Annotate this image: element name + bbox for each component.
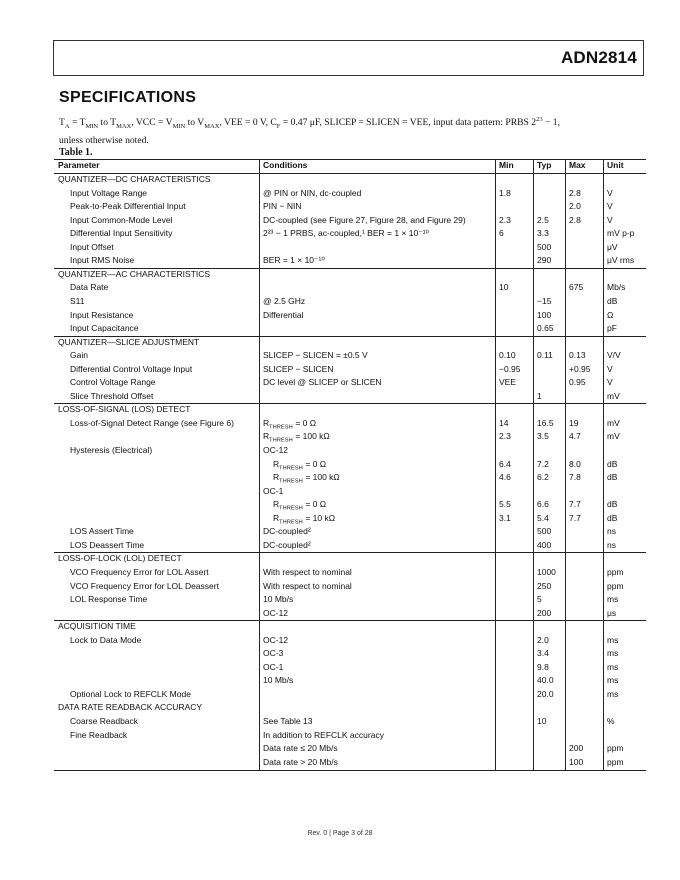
conditions-note: $T_A = T_{MIN}$ to $T_{MAX}$, VCC = $V_{MIN}$ to $V_{MAX}$, VEE = 0 V, $C_F = 0.47$ μF, SLICEP = SLICEN = VEE, input data pattern: PRBS $2^{23} - 1$, unless otherwise noted. <box>59 116 560 147</box>
value-typ: 500 <box>537 241 552 252</box>
value-max: 2.8 <box>569 187 581 198</box>
condition-text: With respect to nominal <box>263 566 352 577</box>
param-label: Coarse Readback <box>70 716 139 726</box>
param-label: Peak-to-Peak Differential Input <box>70 201 186 212</box>
value-max: +0.95 <box>569 363 591 374</box>
column-header-param: Parameter <box>58 160 100 170</box>
condition-text: DC-coupled (see Figure 27, Figure 28, and Figure 29) <box>263 214 466 225</box>
section-rule <box>54 620 646 621</box>
condition-text: SLICEP − SLICEN = ±0.5 V <box>263 350 368 361</box>
value-min: 10 <box>499 282 509 293</box>
value-unit: dB <box>607 512 618 523</box>
value-unit: ppm <box>607 743 624 754</box>
value-typ: 1 <box>537 390 542 401</box>
column-header-min: Min <box>499 160 514 170</box>
value-min: 0.10 <box>499 350 516 361</box>
value-typ: 0.11 <box>537 350 553 361</box>
value-min: 6 <box>499 228 504 239</box>
param-label: LOL Response Time <box>70 594 148 605</box>
param-label: LOS Deassert Time <box>70 539 145 550</box>
column-divider <box>259 159 260 770</box>
column-divider <box>565 159 566 770</box>
value-unit: ms <box>607 688 619 699</box>
value-max: 0.13 <box>569 350 586 361</box>
value-max: 7.8 <box>569 472 581 483</box>
section-heading: QUANTIZER—DC CHARACTERISTICS <box>58 174 211 184</box>
value-max: 7.7 <box>569 499 581 510</box>
page-footer: Rev. 0 | Page 3 of 28 <box>307 830 373 837</box>
value-unit: mV <box>607 431 620 442</box>
condition-text: OC-1 <box>263 485 284 496</box>
column-header-typ: Typ <box>537 160 552 170</box>
value-unit: ms <box>607 634 619 645</box>
value-unit: V <box>607 377 613 388</box>
condition-text: See Table 13 <box>263 716 313 726</box>
param-label: Input Offset <box>70 241 114 252</box>
value-max: 675 <box>569 282 584 293</box>
table-top-rule <box>54 159 646 160</box>
param-label: VCO Frequency Error for LOL Assert <box>70 566 209 577</box>
value-unit: μs <box>607 607 617 618</box>
param-label: Optional Lock to REFCLK Mode <box>70 688 191 699</box>
condition-text: OC-12 <box>263 445 289 455</box>
value-unit: mV <box>607 417 620 428</box>
condition-text: $R_{THRESH} = 0$ Ω <box>273 499 327 512</box>
param-label: Input Voltage Range <box>70 187 148 198</box>
value-typ: 20.0 <box>537 688 554 699</box>
value-unit: V/V <box>607 350 621 361</box>
condition-text: DC level @ SLICEP or SLICEN <box>263 377 382 388</box>
value-typ: 40.0 <box>537 675 554 686</box>
value-min: −0.95 <box>499 363 521 374</box>
value-unit: ns <box>607 526 616 537</box>
value-unit: ppm <box>607 756 624 767</box>
column-divider <box>495 159 496 770</box>
value-unit: ms <box>607 594 619 605</box>
value-min: 1.8 <box>499 187 511 198</box>
value-unit: ns <box>607 539 616 550</box>
section-title: SPECIFICATIONS <box>59 89 197 106</box>
value-unit: Mb/s <box>607 282 626 293</box>
param-label: Loss-of-Signal Detect Range (see Figure 6) <box>70 417 234 428</box>
value-unit: ppm <box>607 566 624 577</box>
value-typ: 3.4 <box>537 648 549 659</box>
condition-text: With respect to nominal <box>263 580 352 591</box>
condition-text: 10 Mb/s <box>263 594 294 605</box>
value-unit: μV rms <box>607 255 635 266</box>
value-max: 0.95 <box>569 377 586 388</box>
value-unit: dB <box>607 472 618 483</box>
part-number: ADN2814 <box>560 48 637 67</box>
condition-text: 2²³ − 1 PRBS, ac-coupled,¹ BER = 1 × 10⁻¹⁰ <box>263 228 429 239</box>
condition-text: @ 2.5 GHz <box>263 295 306 306</box>
value-typ: 290 <box>537 255 552 266</box>
value-typ: 5 <box>537 594 542 605</box>
column-divider <box>603 159 604 770</box>
value-min: 4.6 <box>499 472 511 483</box>
value-max: 100 <box>569 756 584 767</box>
value-typ: 7.2 <box>537 458 549 469</box>
value-unit: V <box>607 201 613 212</box>
condition-text: OC-12 <box>263 607 289 618</box>
value-unit: ppm <box>607 580 624 591</box>
value-typ: 400 <box>537 539 552 550</box>
param-label: Slice Threshold Offset <box>70 390 154 401</box>
value-typ: 6.6 <box>537 499 549 510</box>
header-box <box>53 40 644 76</box>
value-typ: 500 <box>537 526 552 537</box>
param-label: Hysteresis (Electrical) <box>70 445 153 455</box>
param-label: Input Resistance <box>70 309 134 320</box>
value-min: 5.5 <box>499 499 511 510</box>
value-typ: 1000 <box>537 566 556 577</box>
value-unit: Ω <box>607 309 614 320</box>
section-heading: ACQUISITION TIME <box>58 621 136 632</box>
column-header-unit: Unit <box>607 160 624 170</box>
condition-text: Differential <box>263 309 304 320</box>
section-heading: DATA RATE READBACK ACCURACY <box>58 702 203 713</box>
value-typ: 0.65 <box>537 323 554 334</box>
value-min: 3.1 <box>499 512 511 523</box>
param-label: Lock to Data Mode <box>70 634 142 645</box>
condition-text: BER = 1 × 10⁻¹⁰ <box>263 255 325 266</box>
section-heading: QUANTIZER—AC CHARACTERISTICS <box>58 268 211 279</box>
value-max: 200 <box>569 743 584 754</box>
value-unit: V <box>607 187 613 198</box>
value-unit: V <box>607 363 613 374</box>
value-typ: 2.5 <box>537 214 549 225</box>
value-max: 8.0 <box>569 458 581 469</box>
column-divider <box>533 159 534 770</box>
condition-text: OC-3 <box>263 648 284 659</box>
value-typ: 100 <box>537 309 552 320</box>
condition-text: $R_{THRESH} = 0$ Ω <box>263 417 317 431</box>
condition-text: In addition to REFCLK accuracy <box>263 729 384 740</box>
param-label: Differential Input Sensitivity <box>70 228 173 239</box>
condition-text: PIN − NIN <box>263 201 302 212</box>
value-typ: 200 <box>537 607 552 618</box>
param-label: Data Rate <box>70 282 109 293</box>
param-label: Input RMS Noise <box>70 255 135 266</box>
value-min: 2.3 <box>499 214 511 225</box>
condition-text: $R_{THRESH} = 0$ Ω <box>273 458 327 472</box>
value-max: 7.7 <box>569 512 581 523</box>
value-max: 19 <box>569 417 579 428</box>
param-label: Gain <box>70 350 88 361</box>
value-unit: mV <box>607 390 620 401</box>
value-typ: 6.2 <box>537 472 549 483</box>
table-bottom-rule <box>54 770 646 771</box>
value-typ: 3.3 <box>537 228 549 239</box>
value-max: 2.8 <box>569 214 581 225</box>
section-heading: QUANTIZER—SLICE ADJUSTMENT <box>58 336 200 347</box>
value-unit: ms <box>607 661 619 672</box>
condition-text: $R_{THRESH} = 10$ kΩ <box>273 512 336 526</box>
value-min: 6.4 <box>499 458 511 469</box>
param-label: LOS Assert Time <box>70 526 134 537</box>
param-label: Input Capacitance <box>70 323 139 334</box>
condition-text: SLICEP − SLICEN <box>263 363 334 374</box>
condition-text: OC-12 <box>263 634 289 645</box>
param-label: Differential Control Voltage Input <box>70 363 193 374</box>
value-min: 14 <box>499 417 509 428</box>
value-unit: dB <box>607 295 618 306</box>
column-header-cond: Conditions <box>263 160 308 170</box>
section-heading: LOSS-OF-SIGNAL (LOS) DETECT <box>58 404 191 415</box>
param-label: Control Voltage Range <box>70 377 156 388</box>
value-typ: 250 <box>537 580 552 591</box>
value-unit: pF <box>607 323 617 334</box>
condition-text: @ PIN or NIN, dc-coupled <box>263 187 362 198</box>
value-typ: 3.5 <box>537 431 549 442</box>
param-label: VCO Frequency Error for LOL Deassert <box>70 580 219 591</box>
condition-text: DC-coupled² <box>263 526 311 537</box>
value-max: 2.0 <box>569 201 581 212</box>
section-heading: LOSS-OF-LOCK (LOL) DETECT <box>58 553 182 564</box>
condition-text: DC-coupled² <box>263 539 311 550</box>
value-unit: dB <box>607 499 618 510</box>
value-unit: dB <box>607 458 618 469</box>
condition-text: Data rate ≤ 20 Mb/s <box>263 743 338 754</box>
value-typ: 9.8 <box>537 661 549 672</box>
value-typ: −15 <box>537 295 552 306</box>
table-caption: Table 1. <box>59 147 93 158</box>
value-unit: ms <box>607 675 619 686</box>
param-label: Fine Readback <box>70 729 128 740</box>
param-label: Input Common-Mode Level <box>70 214 173 225</box>
value-min: VEE <box>499 377 517 388</box>
column-header-max: Max <box>569 160 586 170</box>
value-min: 2.3 <box>499 431 511 442</box>
value-unit: μV <box>607 241 618 252</box>
value-unit: ms <box>607 648 619 659</box>
condition-text: $R_{THRESH} = 100$ kΩ <box>273 472 340 485</box>
value-typ: 16.5 <box>537 417 554 428</box>
value-typ: 10 <box>537 716 547 726</box>
value-unit: % <box>607 716 615 726</box>
condition-text: 10 Mb/s <box>263 675 294 686</box>
param-label: S11 <box>70 295 85 306</box>
value-unit: mV p-p <box>607 228 635 239</box>
condition-text: $R_{THRESH} = 100$ kΩ <box>263 431 330 445</box>
value-typ: 2.0 <box>537 634 549 645</box>
value-typ: 5.4 <box>537 512 549 523</box>
condition-text: OC-1 <box>263 661 284 672</box>
value-unit: V <box>607 214 613 225</box>
value-max: 4.7 <box>569 431 581 442</box>
condition-text: Data rate > 20 Mb/s <box>263 756 338 767</box>
